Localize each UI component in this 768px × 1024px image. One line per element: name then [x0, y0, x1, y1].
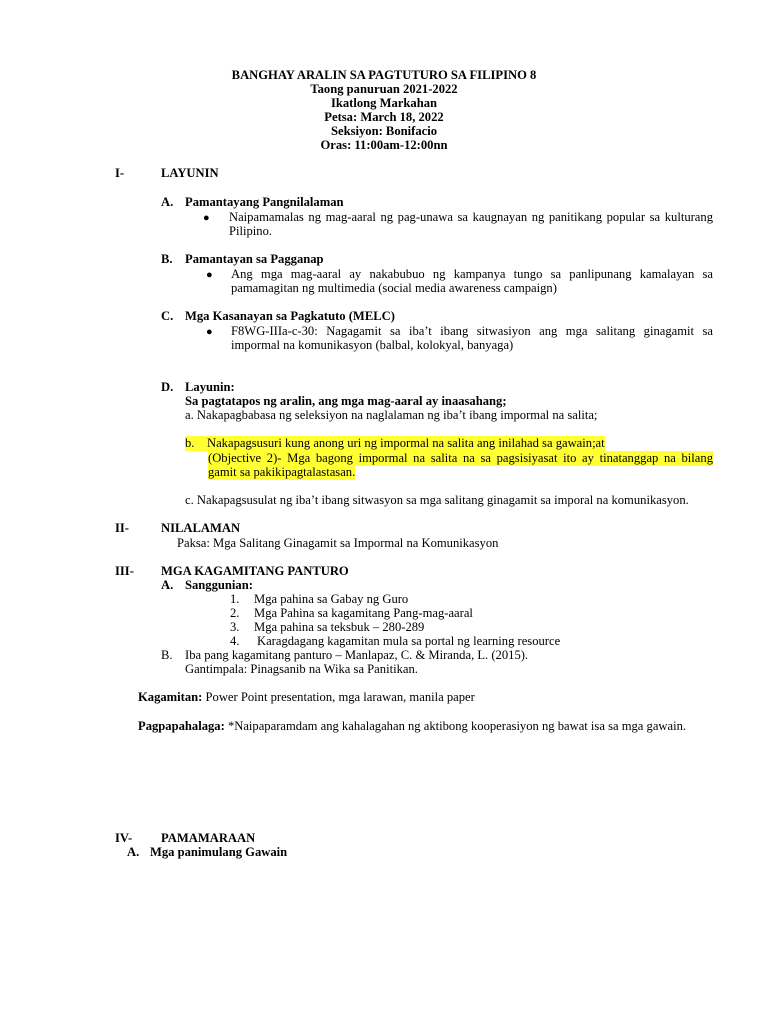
section-4-numeral: IV-	[115, 831, 133, 845]
objective-b-note-line2: gamit sa pakikipagtalastasan.	[208, 465, 356, 479]
reference-text: Karagdagang kagamitan mula sa portal ng learning resource	[257, 634, 561, 648]
reference-text: Mga Pahina sa kagamitang Pang-mag-aaral	[254, 606, 473, 620]
section-1-numeral: I-	[115, 166, 125, 180]
item-a-title: Pamantayang Pangnilalaman	[185, 195, 344, 209]
item-b-text-line1: Ang mga mag-aaral ay nakabubuo ng kampanya tungo sa panlipunang kamalayan sa	[231, 267, 713, 281]
item-b-text-line2: pamamagitan ng multimedia (social media awareness campaign)	[231, 281, 557, 295]
section-name: Seksiyon: Bonifacio	[330, 124, 437, 138]
objective-b-text: Nakapagsusuri kung anong uri ng impormal na salita ang inilahad sa gawain;at	[207, 436, 605, 450]
objective-b-letter: b.	[185, 436, 207, 451]
item-a-letter: A.	[161, 195, 174, 209]
section-1-title: LAYUNIN	[161, 166, 219, 180]
reference-number: 1.	[230, 592, 240, 606]
bullet-icon: ●	[206, 269, 213, 281]
reference-text: Mga pahina sa teksbuk – 280-289	[254, 620, 425, 634]
item-d-subtitle: Sa pagtatapos ng aralin, ang mga mag-aaral ay inaasahang;	[185, 394, 507, 408]
item-b-letter: B.	[161, 252, 173, 266]
bullet-icon: ●	[206, 326, 213, 338]
section-3-title: MGA KAGAMITANG PANTURO	[161, 564, 349, 578]
quarter: Ikatlong Markahan	[330, 96, 438, 110]
school-year: Taong panuruan 2021-2022	[310, 82, 458, 96]
references-title: Sanggunian:	[185, 578, 253, 592]
item-a-text-line2: Pilipino.	[229, 224, 273, 238]
section-4-title: PAMAMARAAN	[161, 831, 256, 845]
item-b-title: Pamantayan sa Pagganap	[185, 252, 324, 266]
references-letter: A.	[161, 578, 174, 592]
item-d-letter: D.	[161, 380, 174, 394]
reference-number: 3.	[230, 620, 240, 634]
item-c-text-line1: F8WG-IIIa-c-30: Nagagamit sa iba’t ibang sitwasiyon ang mga salitang ginagamit sa	[231, 324, 713, 338]
date: Petsa: March 18, 2022	[324, 110, 444, 124]
other-materials-letter: B.	[161, 648, 173, 662]
reference-number: 4.	[230, 634, 240, 648]
objective-c: c. Nakapagsusulat ng iba’t ibang sitwasyon sa mga salitang ginagamit sa imporal na komunikasyon.	[185, 493, 689, 507]
objective-b-note-line1: (Objective 2)- Mga bagong impormal na salita na sa pagsisiyasat ito ay tinatanggap na bilang	[208, 451, 713, 465]
values-line	[138, 719, 686, 734]
objective-a: a. Nakapagbabasa ng seleksiyon na naglalaman ng iba’t ibang impormal na salita;	[185, 408, 598, 422]
reference-number: 2.	[230, 606, 240, 620]
item-c-title: Mga Kasanayan sa Pagkatuto (MELC)	[185, 309, 395, 323]
section-2-numeral: II-	[115, 521, 129, 535]
reference-text: Mga pahina sa Gabay ng Guro	[254, 592, 409, 606]
bullet-icon: ●	[203, 212, 210, 224]
class-time: Oras: 11:00am-12:00nn	[320, 138, 448, 152]
other-materials-text: Iba pang kagamitang panturo – Manlapaz, C. & Miranda, L. (2015).	[185, 648, 529, 662]
item-a-text-line1: Naipamamalas ng mag-aaral ng pag-unawa sa kaugnayan ng panitikang popular sa kulturang	[229, 210, 713, 224]
materials-label: Kagamitan:	[138, 690, 203, 704]
section-3-numeral: III-	[115, 564, 134, 578]
materials-text: Power Point presentation, mga larawan, manila paper	[205, 690, 475, 704]
values-label: Pagpapahalaga:	[138, 719, 225, 733]
materials-line	[138, 690, 475, 705]
item-c-letter: C.	[161, 309, 174, 323]
values-text: *Naipaparamdam ang kahalagahan ng aktibong kooperasiyon ng bawat isa sa mga gawain.	[227, 719, 687, 733]
section-2-title: NILALAMAN	[161, 521, 241, 535]
document-title: BANGHAY ARALIN SA PAGTUTURO SA FILIPINO 8	[231, 68, 537, 82]
item-d-title: Layunin:	[185, 380, 235, 394]
item-c-text-line2: impormal na komunikasyon (balbal, kolokyal, banyaga)	[231, 338, 514, 352]
other-materials-text-2: Gantimpala: Pinagsanib na Wika sa Panitikan.	[185, 662, 418, 676]
topic: Paksa: Mga Salitang Ginagamit sa Impormal na Komunikasyon	[177, 536, 499, 550]
preliminary-letter: A.	[127, 845, 140, 859]
preliminary-title: Mga panimulang Gawain	[150, 845, 288, 859]
